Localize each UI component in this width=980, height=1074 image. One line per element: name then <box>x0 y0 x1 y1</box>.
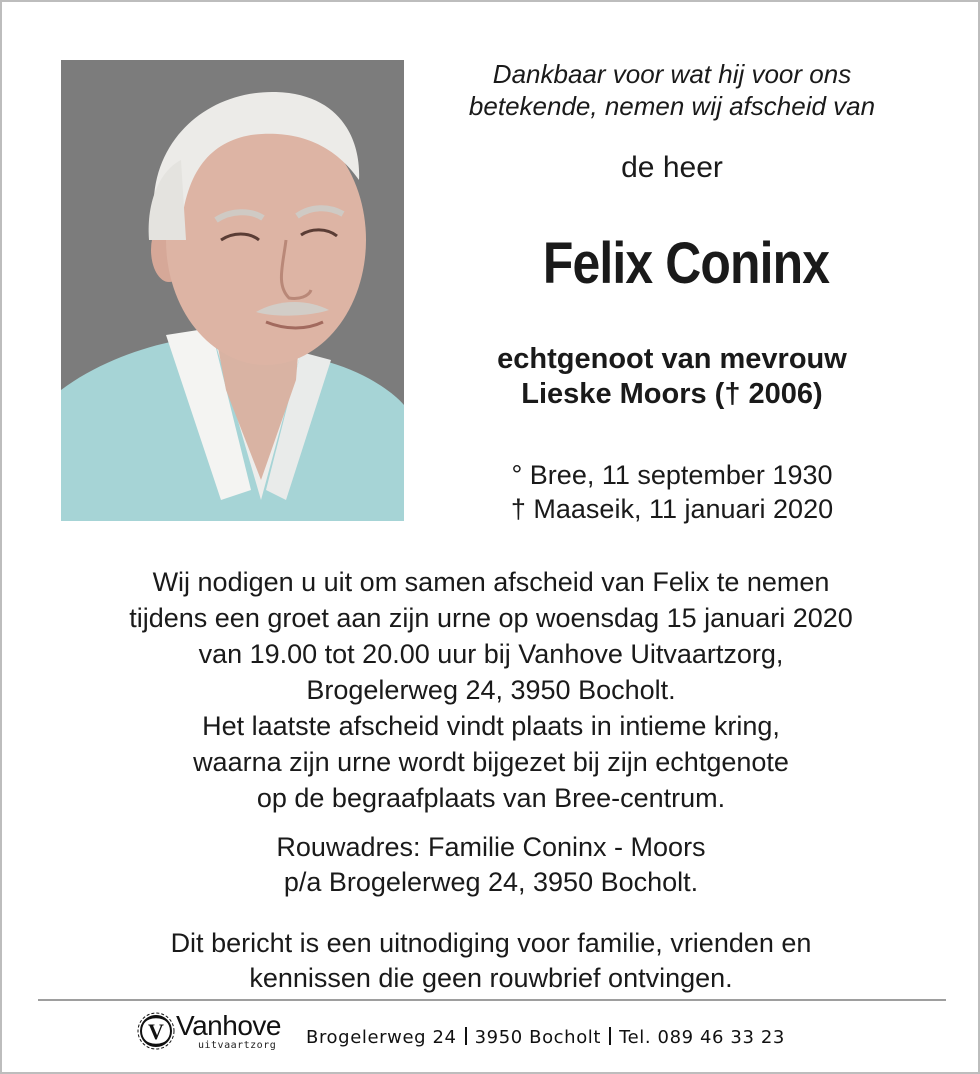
address-line-1: Rouwadres: Familie Coninx - Moors <box>276 832 706 862</box>
footer-city: 3950 Bocholt <box>474 1027 602 1048</box>
footer-street: Brogelerweg 24 <box>306 1027 457 1048</box>
note-line-1: Dit bericht is een uitnodiging voor familie, vrienden en <box>170 928 812 958</box>
invitation-text <box>32 564 950 816</box>
footer-divider <box>38 999 946 1001</box>
footer-phone: Tel. 089 46 33 23 <box>619 1027 785 1048</box>
portrait-illustration <box>61 60 404 521</box>
logo-subtitle: uitvaartzorg <box>198 1040 277 1051</box>
spouse-info <box>422 342 922 412</box>
invitation-line: tijdens een groet aan zijn urne op woensdag 15 januari 2020 <box>129 603 853 633</box>
death-date: † Maaseik, 11 januari 2020 <box>510 494 834 524</box>
intro-line-2: betekende, nemen wij afscheid van <box>468 91 876 121</box>
notice-note <box>32 926 950 996</box>
birth-date: ° Bree, 11 september 1930 <box>511 460 833 490</box>
life-dates <box>422 458 922 526</box>
invitation-line: van 19.00 tot 20.00 uur bij Vanhove Uitvaartzorg, <box>198 639 784 669</box>
spouse-line-1: echtgenoot van mevrouw <box>497 343 847 375</box>
logo-letter: V <box>148 1019 164 1044</box>
footer-separator <box>609 1027 611 1045</box>
mourning-address <box>32 830 950 900</box>
invitation-line: Brogelerweg 24, 3950 Bocholt. <box>306 675 676 705</box>
invitation-line: Wij nodigen u uit om samen afscheid van Felix te nemen <box>152 567 830 597</box>
intro-line-1: Dankbaar voor wat hij voor ons <box>492 59 852 89</box>
deceased-name: Felix Coninx <box>542 231 830 296</box>
invitation-line: waarna zijn urne wordt bijgezet bij zijn echtgenote <box>193 747 789 777</box>
spouse-line-2: Lieske Moors († 2006) <box>521 378 823 410</box>
vanhove-logo <box>136 1008 296 1058</box>
invitation-line: op de begraafplaats van Bree-centrum. <box>256 783 726 813</box>
note-line-2: kennissen die geen rouwbrief ontvingen. <box>249 963 733 993</box>
address-line-2: p/a Brogelerweg 24, 3950 Bocholt. <box>283 867 699 897</box>
footer-separator <box>465 1027 467 1045</box>
title-prefix: de heer <box>621 151 723 184</box>
vanhove-emblem-icon <box>136 1008 176 1054</box>
footer-contact <box>306 1026 785 1050</box>
portrait-photo <box>61 60 404 521</box>
intro-text <box>422 58 922 122</box>
logo-name: Vanhove <box>176 1010 281 1041</box>
invitation-line: Het laatste afscheid vindt plaats in intieme kring, <box>202 711 780 741</box>
